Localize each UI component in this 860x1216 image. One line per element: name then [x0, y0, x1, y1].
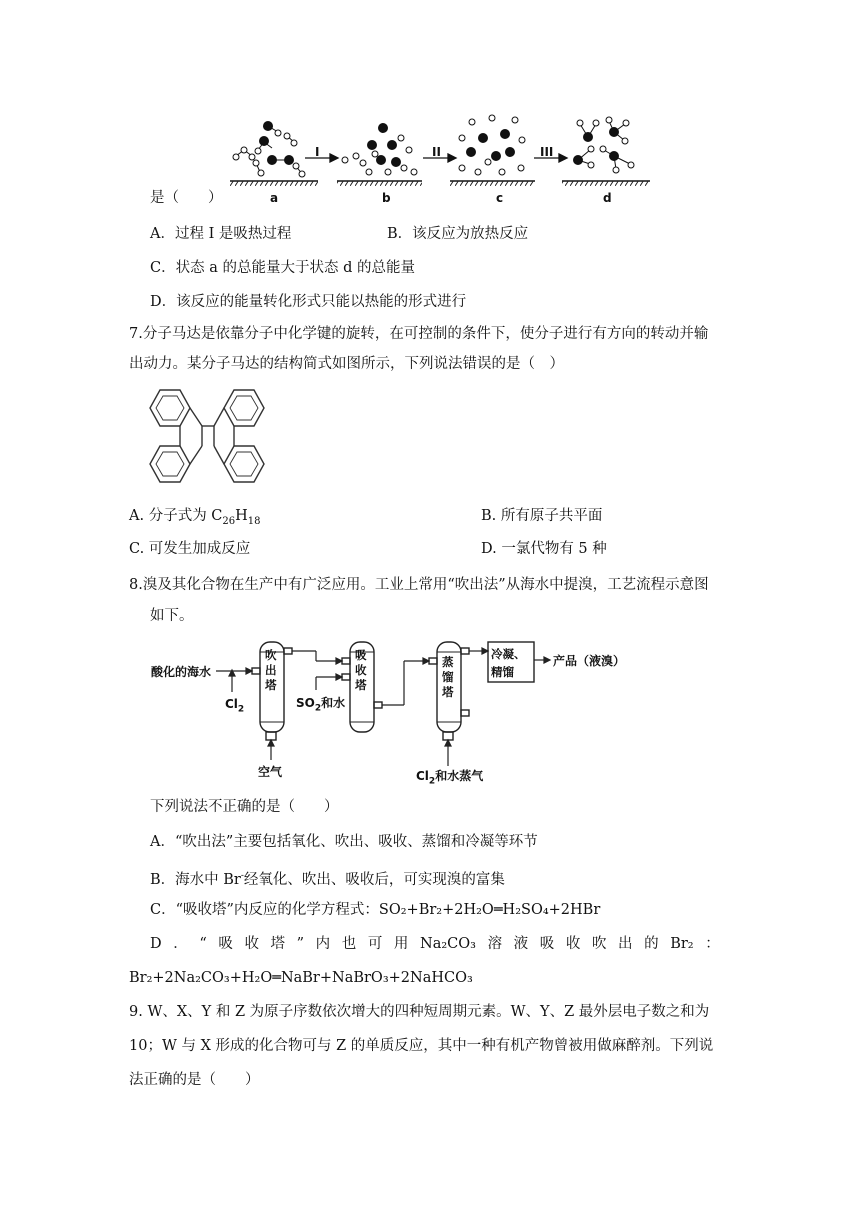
flow-cl2-steam: $Cl_2$和水蒸气	[416, 769, 484, 787]
flow-condense-box: 冷凝、 精馏	[491, 647, 526, 679]
q6-option-a: A．过程 I 是吸热过程	[150, 226, 292, 242]
q8-stem-line2: 如下。	[150, 608, 194, 624]
q7-option-a: A. 分子式为 $C_{26}H_{18}$	[129, 508, 261, 527]
flow-cl2: $Cl_2$	[225, 697, 245, 715]
q9-stem-line2: 10；W 与 X 形成的化合物可与 Z 的单质反应，其中一种有机产物曾被用做麻醉剂。下列说	[129, 1038, 714, 1054]
q7-option-d: D. 一氯代物有 5 种	[481, 541, 607, 557]
arrow-label-3: III	[540, 145, 554, 159]
stage-c-atoms	[459, 115, 525, 175]
q6-option-d: D．该反应的能量转化形式只能以热能的形式进行	[150, 294, 467, 310]
stage-a-molecules	[233, 122, 305, 178]
flow-so2-water: $SO_2$和水	[296, 696, 346, 714]
q9-stem-line1: 9. W、X、Y 和 Z 为原子序数依次增大的四种短周期元素。W、Y、Z 最外层电子数之和为	[129, 1004, 710, 1020]
q8-option-b: B．海水中 Br-经氧化、吹出、吸收后，可实现溴的富集	[150, 871, 505, 888]
q6-option-b: B．该反应为放热反应	[387, 226, 529, 242]
reaction-process-diagram	[0, 0, 860, 210]
q8-option-d-line1: D ． “ 吸 收 塔 ” 内 也 可 用 Na₂CO₃ 溶 液 吸 收 吹 出 的 Br₂ ：	[150, 936, 720, 952]
stage-label-c: c	[496, 191, 504, 205]
q8-option-d-line2: Br₂+2Na₂CO₃+H₂O═NaBr+NaBrO₃+2NaHCO₃	[129, 970, 473, 986]
arrow-label-1: I	[315, 145, 320, 159]
q8-stem-line1: 8.溴及其化合物在生产中有广泛应用。工业上常用“吹出法”从海水中提溴，工艺流程示意图	[129, 577, 709, 593]
q7-option-c: C. 可发生加成反应	[129, 541, 251, 557]
flow-air: 空气	[258, 765, 283, 779]
stage-label-b: b	[382, 191, 391, 205]
flow-tower-blowout: 吹 出 塔	[265, 648, 277, 692]
flow-product: 产品（液溴）	[553, 654, 626, 668]
stage-label-a: a	[270, 191, 279, 205]
q8-option-c: C．“吸收塔”内反应的化学方程式：SO₂+Br₂+2H₂O═H₂SO₄+2HBr	[150, 902, 601, 918]
stage-label-d: d	[603, 191, 612, 205]
flow-tower-distill: 蒸 馏 塔	[442, 655, 454, 699]
molecular-motor-structure	[132, 382, 272, 497]
arrow-label-2: II	[432, 145, 441, 159]
flow-input-seawater: 酸化的海水	[151, 665, 212, 679]
q6-option-c: C．状态 a 的总能量大于状态 d 的总能量	[150, 260, 415, 276]
stage-d-molecules	[574, 117, 635, 173]
q7-option-b: B. 所有原子共平面	[481, 508, 603, 524]
q8-question: 下列说法不正确的是（ ）	[150, 799, 339, 815]
stage-b-atoms	[342, 124, 417, 176]
q8-option-a: A．“吹出法”主要包括氧化、吹出、吸收、蒸馏和冷凝等环节	[150, 834, 538, 850]
q6-stem-tail: 是（ ）	[150, 190, 223, 206]
q7-stem-line2: 出动力。某分子马达的结构简式如图所示，下列说法错误的是（ ）	[129, 356, 564, 372]
q9-stem-line3: 法正确的是（ ）	[129, 1072, 260, 1088]
q7-stem-line1: 7.分子马达是依靠分子中化学键的旋转，在可控制的条件下，使分子进行有方向的转动并输	[129, 326, 709, 342]
ground-surfaces	[230, 181, 650, 186]
flow-tower-absorb: 吸 收 塔	[355, 648, 367, 692]
